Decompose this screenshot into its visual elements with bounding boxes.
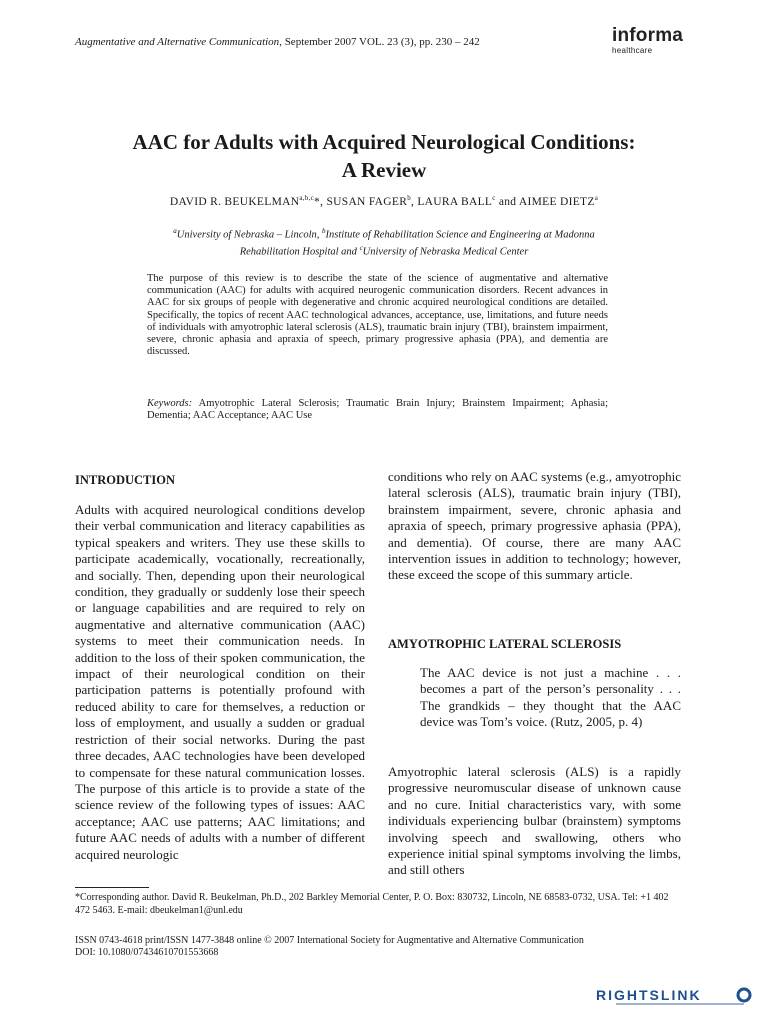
epigraph-quote: The AAC device is not just a machine . . . becomes a part of the person’s personality . . . The grandkids – they thought that the AAC device was Tom’s voice. (Rutz, 2005, p. 4) [420, 665, 681, 730]
affil-mark-b: b [322, 227, 326, 235]
author-3: LAURA BALL [417, 195, 493, 208]
author-4: AIMEE DIETZ [518, 195, 595, 208]
introduction-paragraph: Adults with acquired neurological conditions develop their verbal communication and literacy capabilities as typical speakers and writers. They use these skills to participate academically, vocationally, recreationally, and socially. Then, depending upon their neurological condition, they gradually or suddenly lose their speech or language capabilities and are required to rely on augmentative and alternative communication (AAC) systems to meet their communication needs. In addition to the loss of their spoken communication, the impact of their neurological condition on their participation patterns is potentially profound with reduced ability to care for themselves, a reduction or loss of employment, and usually a sudden or gradual restriction of their social networks. During the past three decades, AAC technologies have been developed to compensate for these natural communication losses. The purpose of this article is to provide a state of the science review of the following types of issues: AAC acceptance; AAC use patterns; AAC limitations; and future AAC needs of adults with a number of different acquired neurologic [75, 502, 365, 862]
issn-line: ISSN 0743-4618 print/ISSN 1477-3848 online © 2007 International Society for Augmentative and Alternative Communication [75, 935, 584, 946]
rightslink-underline [616, 1003, 744, 1005]
doi-line: DOI: 10.1080/07434610701553668 [75, 947, 219, 958]
author-2-affil: b [407, 194, 411, 202]
journal-citation [75, 36, 480, 48]
corresponding-author-footnote: *Corresponding author. David R. Beukelman, Ph.D., 202 Barkley Memorial Center, P. O. Box: 830732, Lincoln, NE 68583-0732, USA. Tel: +1 402 472 5463. E-mail: dbeukelman1@unl.edu [75, 892, 669, 916]
rightslink-logo [596, 985, 754, 1007]
affil-c: University of Nebraska Medical Center [362, 246, 529, 257]
rightslink-text: RIGHTSLINK [596, 987, 702, 1003]
affiliation-line-2 [110, 242, 658, 259]
affil-a: University of Nebraska – Lincoln, [176, 229, 320, 241]
title-line-1: AAC for Adults with Acquired Neurological Conditions: [132, 130, 636, 154]
keywords-label: Keywords: [147, 398, 193, 409]
author-list: DAVID R. BEUKELMAN$^{a,b,c}$*, SUSAN FAGER$^b$, LAURA BALL$^c$ and AIMEE DIETZ$^a$ [169, 194, 599, 208]
affil-b-cont: Rehabilitation Hospital and [239, 246, 357, 257]
author-1-affil: a,b,c [299, 194, 315, 202]
author-conjunction: and [498, 195, 517, 208]
publisher-logo-subtext: healthcare [612, 46, 653, 55]
article-title [60, 128, 708, 184]
affil-mark-c: c [359, 243, 363, 252]
right-column-paragraph-1: conditions who rely on AAC systems (e.g., amyotrophic lateral sclerosis (ALS), traumatic brain injury (TBI), brainstem impairment, severe, chronic aphasia and apraxia of speech, primary progressive aphasia (PPA), and dementia). Of course, there are many AAC intervention issues in addition to technology; however, these exceed the scope of this summary article. [388, 469, 681, 583]
issn-block [75, 935, 695, 959]
als-paragraph: Amyotrophic lateral sclerosis (ALS) is a rapidly progressive neuromuscular disease of unknown cause and no cure. Initial characteristics vary, with some individuals experiencing bulbar (brainstem) symptoms involving speech and swallowing, others who experience initial spinal symptoms involving the limbs, and still others [388, 764, 681, 878]
publisher-logo [612, 26, 683, 55]
author-3-affil: c [492, 194, 496, 202]
affiliations [110, 225, 658, 258]
corresponding-mark: *, [314, 195, 324, 208]
affil-b: Institute of Rehabilitation Science and Engineering at Madonna [325, 229, 595, 241]
section-heading-als: AMYOTROPHIC LATERAL SCLEROSIS [388, 637, 622, 651]
affil-mark-a: a [173, 227, 177, 235]
abstract: The purpose of this review is to describe the state of the science of augmentative and alternative communication (AAC) for adults with acquired neurogenic communication disorders. Recent advances in AAC for six groups of people with degenerative and chronic acquired neurological conditions are detailed. Specifically, the topics of recent AAC technological advances, acceptance, use, limitations, and future needs of individuals with amyotrophic lateral sclerosis (ALS), traumatic brain injury (TBI), brainstem impairment, severe, chronic aphasia and apraxia of speech, primary progressive aphasia (PPA), and dementia are discussed. [147, 273, 608, 358]
author-2: SUSAN FAGER [326, 195, 408, 208]
author-4-affil: a [594, 194, 599, 202]
affiliation-line-1 [110, 225, 658, 242]
publisher-logo-text: informa [612, 25, 684, 46]
footnote-rule [75, 887, 149, 888]
rightslink-circle-icon [738, 989, 750, 1001]
rightslink-logo-graphic [596, 985, 754, 1007]
journal-name: Augmentative and Alternative Communication [75, 36, 280, 48]
keywords-text: Amyotrophic Lateral Sclerosis; Traumatic Brain Injury; Brainstem Impairment; Aphasia; Dementia; AAC Acceptance; AAC Use [147, 398, 609, 422]
author-1: DAVID R. BEUKELMAN [169, 195, 300, 208]
keywords [147, 398, 608, 422]
section-heading-introduction: INTRODUCTION [75, 473, 176, 487]
title-line-2: A Review [341, 158, 427, 182]
journal-details: , September 2007 VOL. 23 (3), pp. 230 – 242 [279, 36, 480, 48]
